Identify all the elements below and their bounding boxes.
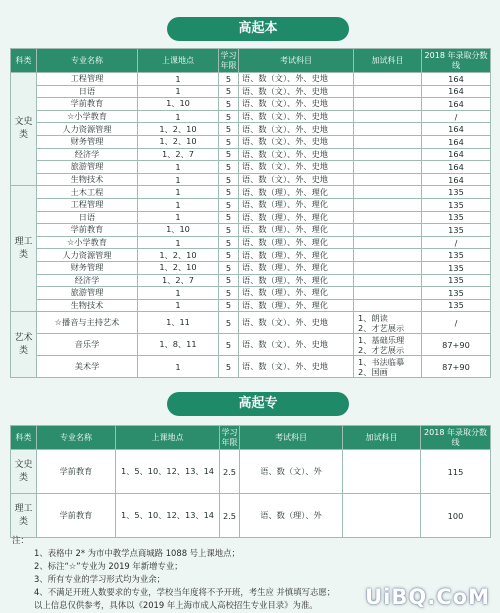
score-cell: 135 — [422, 249, 491, 262]
score-cell: 164 — [422, 85, 491, 98]
score-cell: 164 — [422, 98, 491, 111]
location-cell: 1、2、10 — [138, 261, 219, 274]
major-cell: 工程管理 — [37, 73, 138, 86]
score-cell: 164 — [422, 123, 491, 136]
score-cell: 164 — [422, 148, 491, 161]
subjects-cell: 语、数（理）、外、理化 — [239, 287, 354, 300]
major-cell: 经济学 — [37, 148, 138, 161]
subjects-cell: 语、数（理）、外、理化 — [239, 274, 354, 287]
major-cell: ☆小学教育 — [37, 236, 138, 249]
location-cell: 1、8、11 — [138, 334, 219, 356]
subjects-cell: 语、数（理）、外 — [240, 494, 343, 538]
extra-cell — [354, 73, 422, 86]
category-cell: 艺术类 — [11, 312, 37, 378]
note-line: 2、标注“☆”专业为 2019 年新增专业； — [34, 561, 183, 571]
score-cell: 135 — [422, 287, 491, 300]
location-cell: 1、2、7 — [138, 274, 219, 287]
table-row — [11, 135, 491, 148]
location-cell: 1、2、7 — [138, 148, 219, 161]
subjects-cell: 语、数（文）、外、史地 — [239, 85, 354, 98]
score-cell: 100 — [421, 494, 491, 538]
subjects-cell: 语、数（文）、外、史地 — [239, 123, 354, 136]
major-cell: 生物技术 — [37, 299, 138, 312]
location-cell: 1 — [138, 356, 219, 378]
extra-cell: 1、朗读 2、才艺展示 — [354, 312, 422, 334]
location-cell: 1、5、10、12、13、14 — [116, 494, 220, 538]
extra-cell — [354, 135, 422, 148]
major-cell: 人力资源管理 — [37, 249, 138, 262]
category-cell: 理工类 — [11, 186, 37, 312]
years-cell: 5 — [219, 236, 239, 249]
extra-cell — [354, 186, 422, 199]
years-cell: 5 — [219, 312, 239, 334]
subjects-cell: 语、数（文）、外、史地 — [239, 73, 354, 86]
years-cell: 5 — [219, 224, 239, 237]
major-cell: 日语 — [37, 85, 138, 98]
years-cell: 5 — [219, 299, 239, 312]
years-cell: 5 — [219, 211, 239, 224]
years-cell: 5 — [219, 173, 239, 186]
subjects-cell: 语、数（文）、外、史地 — [239, 110, 354, 123]
header-score: 2018 年录取分数线 — [422, 49, 491, 73]
years-cell: 5 — [219, 98, 239, 111]
location-cell: 1、5、10、12、13、14 — [116, 450, 220, 494]
extra-cell — [354, 173, 422, 186]
location-cell: 1、2、10 — [138, 249, 219, 262]
header-location: 上课地点 — [116, 426, 220, 450]
years-cell: 5 — [219, 123, 239, 136]
extra-cell — [354, 85, 422, 98]
years-cell: 5 — [219, 287, 239, 300]
years-cell: 5 — [219, 85, 239, 98]
subjects-cell: 语、数（理）、外、理化 — [239, 299, 354, 312]
header-major: 专业名称 — [37, 49, 138, 73]
score-cell: 135 — [422, 274, 491, 287]
score-cell: 135 — [422, 299, 491, 312]
location-cell: 1 — [138, 73, 219, 86]
location-cell: 1 — [138, 198, 219, 211]
years-cell: 5 — [219, 356, 239, 378]
subjects-cell: 语、数（理）、外、理化 — [239, 261, 354, 274]
table-row — [11, 73, 491, 86]
header-category: 科类 — [11, 49, 37, 73]
major-cell: 日语 — [37, 211, 138, 224]
watermark: UiBQ.CoM — [365, 585, 490, 609]
location-cell: 1 — [138, 211, 219, 224]
location-cell: 1 — [138, 161, 219, 174]
extra-cell — [354, 261, 422, 274]
score-cell: 164 — [422, 135, 491, 148]
header-extra: 加试科目 — [343, 426, 421, 450]
score-cell: / — [422, 312, 491, 334]
table-row — [11, 173, 491, 186]
major-cell: 人力资源管理 — [37, 123, 138, 136]
score-cell: 164 — [422, 161, 491, 174]
subjects-cell: 语、数（理）、外、理化 — [239, 198, 354, 211]
note-line: 以上信息仅供参考，具体以《2019 年上海市成人高校招生专业目录》为准。 — [34, 600, 318, 610]
extra-cell — [354, 249, 422, 262]
subjects-cell: 语、数（理）、外、理化 — [239, 249, 354, 262]
score-cell: 135 — [422, 224, 491, 237]
extra-cell: 1、基础乐理 2、才艺展示 — [354, 334, 422, 356]
score-cell: 164 — [422, 173, 491, 186]
notes-heading: 注： — [12, 535, 29, 545]
location-cell: 1、10 — [138, 98, 219, 111]
table-row — [11, 450, 491, 494]
score-cell: / — [422, 110, 491, 123]
table-row — [11, 85, 491, 98]
score-cell: 164 — [422, 73, 491, 86]
subjects-cell: 语、数（文）、外、史地 — [239, 173, 354, 186]
location-cell: 1 — [138, 299, 219, 312]
table-row — [11, 287, 491, 300]
extra-cell — [354, 299, 422, 312]
extra-cell — [354, 287, 422, 300]
table-row — [11, 249, 491, 262]
subjects-cell: 语、数（文）、外、史地 — [239, 161, 354, 174]
table-row — [11, 110, 491, 123]
major-cell: 学前教育 — [37, 224, 138, 237]
years-cell: 5 — [219, 110, 239, 123]
undergrad-table — [10, 48, 491, 378]
note-line: 4、不满足开班人数要求的专业，学校当年度将不予开班，考生应 并慎填写志愿； — [34, 587, 336, 597]
section-title-undergrad: 高起本 — [167, 17, 349, 41]
major-cell: 工程管理 — [37, 198, 138, 211]
extra-cell — [343, 450, 421, 494]
score-cell: 135 — [422, 198, 491, 211]
header-years: 学习年限 — [219, 49, 239, 73]
years-cell: 5 — [219, 249, 239, 262]
years-cell: 5 — [219, 135, 239, 148]
extra-cell — [354, 274, 422, 287]
subjects-cell: 语、数（文）、外、史地 — [239, 334, 354, 356]
table-row — [11, 98, 491, 111]
extra-cell — [354, 98, 422, 111]
table-row — [11, 299, 491, 312]
subjects-cell: 语、数（文）、外、史地 — [239, 356, 354, 378]
table-row — [11, 148, 491, 161]
major-cell: 学前教育 — [37, 98, 138, 111]
major-cell: 财务管理 — [37, 261, 138, 274]
location-cell: 1 — [138, 110, 219, 123]
subjects-cell: 语、数（文）、外、史地 — [239, 135, 354, 148]
category-cell: 文史类 — [11, 450, 37, 494]
years-cell: 5 — [219, 274, 239, 287]
years-cell: 5 — [219, 334, 239, 356]
category-cell: 理工类 — [11, 494, 37, 538]
extra-cell — [354, 123, 422, 136]
location-cell: 1、11 — [138, 312, 219, 334]
major-cell: 经济学 — [37, 274, 138, 287]
extra-cell — [354, 211, 422, 224]
table-row — [11, 186, 491, 199]
header-extra: 加试科目 — [354, 49, 422, 73]
header-subjects: 考试科目 — [240, 426, 343, 450]
extra-cell — [343, 494, 421, 538]
category-cell: 文史类 — [11, 73, 37, 186]
note-line: 3、所有专业的学习形式均为业余； — [34, 574, 165, 584]
table-row — [11, 312, 491, 334]
score-cell: 135 — [422, 211, 491, 224]
table-row — [11, 494, 491, 538]
subjects-cell: 语、数（理）、外、理化 — [239, 211, 354, 224]
subjects-cell: 语、数（理）、外、理化 — [239, 224, 354, 237]
table-row — [11, 334, 491, 356]
location-cell: 1 — [138, 236, 219, 249]
years-cell: 2.5 — [220, 494, 240, 538]
extra-cell — [354, 110, 422, 123]
score-cell: 115 — [421, 450, 491, 494]
extra-cell — [354, 161, 422, 174]
major-cell: ☆播音与主持艺术 — [37, 312, 138, 334]
years-cell: 2.5 — [220, 450, 240, 494]
subjects-cell: 语、数（文）、外、史地 — [239, 98, 354, 111]
years-cell: 5 — [219, 261, 239, 274]
table-row — [11, 123, 491, 136]
location-cell: 1 — [138, 287, 219, 300]
years-cell: 5 — [219, 73, 239, 86]
table-row — [11, 274, 491, 287]
major-cell: 土木工程 — [37, 186, 138, 199]
associate-table — [10, 425, 491, 538]
extra-cell — [354, 148, 422, 161]
years-cell: 5 — [219, 198, 239, 211]
subjects-cell: 语、数（理）、外、理化 — [239, 186, 354, 199]
location-cell: 1、10 — [138, 224, 219, 237]
location-cell: 1、2、10 — [138, 123, 219, 136]
location-cell: 1、2、10 — [138, 135, 219, 148]
major-cell: 财务管理 — [37, 135, 138, 148]
table-row — [11, 356, 491, 378]
major-cell: 学前教育 — [37, 494, 116, 538]
subjects-cell: 语、数（理）、外、理化 — [239, 236, 354, 249]
table-row — [11, 224, 491, 237]
major-cell: 旅游管理 — [37, 287, 138, 300]
location-cell: 1 — [138, 85, 219, 98]
subjects-cell: 语、数（文）、外 — [240, 450, 343, 494]
header-subjects: 考试科目 — [239, 49, 354, 73]
header-location: 上课地点 — [138, 49, 219, 73]
table-row — [11, 236, 491, 249]
major-cell: 音乐学 — [37, 334, 138, 356]
table-row — [11, 211, 491, 224]
major-cell: 美术学 — [37, 356, 138, 378]
table-row — [11, 161, 491, 174]
score-cell: / — [422, 236, 491, 249]
location-cell: 1 — [138, 186, 219, 199]
header-score: 2018 年录取分数线 — [421, 426, 491, 450]
extra-cell — [354, 236, 422, 249]
table-row — [11, 261, 491, 274]
score-cell: 135 — [422, 186, 491, 199]
header-years: 学习年限 — [220, 426, 240, 450]
years-cell: 5 — [219, 186, 239, 199]
score-cell: 87+90 — [422, 356, 491, 378]
extra-cell — [354, 198, 422, 211]
extra-cell: 1、书法临摹 2、国画 — [354, 356, 422, 378]
subjects-cell: 语、数（文）、外、史地 — [239, 148, 354, 161]
years-cell: 5 — [219, 148, 239, 161]
major-cell: ☆小学教育 — [37, 110, 138, 123]
section-title-associate: 高起专 — [167, 392, 349, 416]
extra-cell — [354, 224, 422, 237]
major-cell: 学前教育 — [37, 450, 116, 494]
subjects-cell: 语、数（文）、外、史地 — [239, 312, 354, 334]
location-cell: 1 — [138, 173, 219, 186]
major-cell: 生物技术 — [37, 173, 138, 186]
header-category: 科类 — [11, 426, 37, 450]
note-line: 1、表格中 2* 为市中教学点商城路 1088 号上课地点； — [34, 548, 240, 558]
major-cell: 旅游管理 — [37, 161, 138, 174]
score-cell: 87+90 — [422, 334, 491, 356]
header-major: 专业名称 — [37, 426, 116, 450]
table-row — [11, 198, 491, 211]
score-cell: 135 — [422, 261, 491, 274]
years-cell: 5 — [219, 161, 239, 174]
